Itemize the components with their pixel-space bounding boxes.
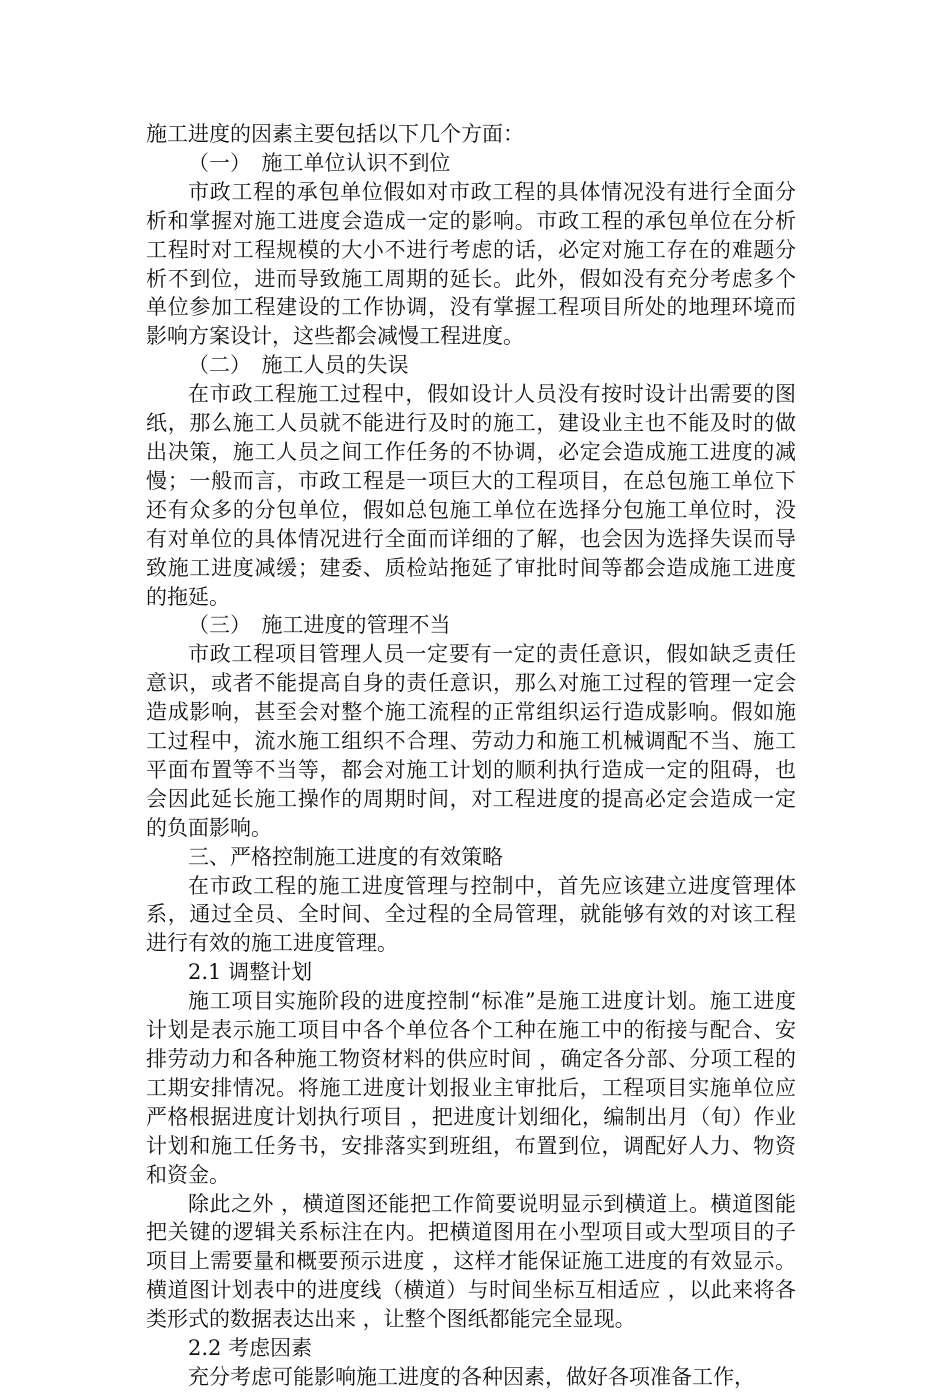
body-paragraph: 在市政工程的施工进度管理与控制中，首先应该建立进度管理体系，通过全员、全时间、全过程的全局管理，就能够有效的对该工程进行有效的施工进度管理。 (146, 873, 796, 956)
sub-heading-3: （三） 施工进度的管理不当 (188, 613, 451, 638)
body-paragraph: 市政工程的承包单位假如对市政工程的具体情况没有进行全面分析和掌握对施工进度会造成一定的影响。市政工程的承包单位在分析工程时对工程规模的大小不进行考虑的话，必定对施工存在的难题分析不到位，进而导致施工周期的延长。此外，假如没有充分考虑多个单位参加工程建设的工作协调，没有掌握工程项目所处的地理环境而影响方案设计，这些都会减慢工程进度。 (146, 179, 796, 349)
continuation-paragraph: 施工进度的因素主要包括以下几个方面： (146, 122, 524, 146)
body-paragraph: 除此之外 ，横道图还能把工作简要说明显示到横道上。横道图能把关键的逻辑关系标注在内。把横道图用在小型项目或大型项目的子项目上需要量和概要预示进度 ，这样才能保证施工进度的有效显示。横道图计划表中的进度线（横道）与时间坐标互相适应 ，以此来将各类形式的数据表达出来 ，让整个图纸都能完全显现。 (146, 1191, 796, 1332)
body-paragraph: 施工项目实施阶段的进度控制“标准”是施工进度计划。施工进度计划是表示施工项目中各个单位各个工种在施工中的衔接与配合、安排劳动力和各种施工物资材料的供应时间 ，确定各分部、分项工程的工期安排情况。将施工进度计划报业主审批后，工程项目实施单位应严格根据进度计划执行项目 ，把进度计划细化，编制出月（旬）作业计划和施工任务书，安排落实到班组，布置到位，调配好人力、物资和资金。 (146, 989, 796, 1187)
sub-heading-2: （二） 施工人员的失误 (188, 353, 409, 378)
section-heading-2-2: 2.2 考虑因素 (188, 1336, 313, 1361)
document-body (146, 120, 796, 1392)
section-heading-2-1: 2.1 调整计划 (188, 960, 313, 985)
body-paragraph: 市政工程项目管理人员一定要有一定的责任意识，假如缺乏责任意识，或者不能提高自身的责任意识，那么对施工过程的管理一定会造成影响，甚至会对整个施工流程的正常组织运行造成影响。假如施工过程中，流水施工组织不合理、劳动力和施工机械调配不当、施工平面布置等不当等，都会对施工计划的顺利执行造成一定的阻碍，也会因此延长施工操作的周期时间，对工程进度的提高必定会造成一定的负面影响。 (146, 642, 796, 840)
sub-heading-1: （一） 施工单位认识不到位 (188, 150, 451, 175)
body-paragraph: 在市政工程施工过程中，假如设计人员没有按时设计出需要的图纸，那么施工人员就不能进行及时的施工，建设业主也不能及时的做出决策，施工人员之间工作任务的不协调，必定会造成施工进度的减慢；一般而言，市政工程是一项巨大的工程项目，在总包施工单位下还有众多的分包单位，假如总包施工单位在选择分包施工单位时，没有对单位的具体情况进行全面而详细的了解，也会因为选择失误而导致施工进度减缓；建委、质检站拖延了审批时间等都会造成施工进度的拖延。 (146, 382, 796, 609)
section-heading-3: 三、严格控制施工进度的有效策略 (188, 844, 503, 869)
body-paragraph: 充分考虑可能影响施工进度的各种因素，做好各项准备工作， (188, 1364, 755, 1389)
